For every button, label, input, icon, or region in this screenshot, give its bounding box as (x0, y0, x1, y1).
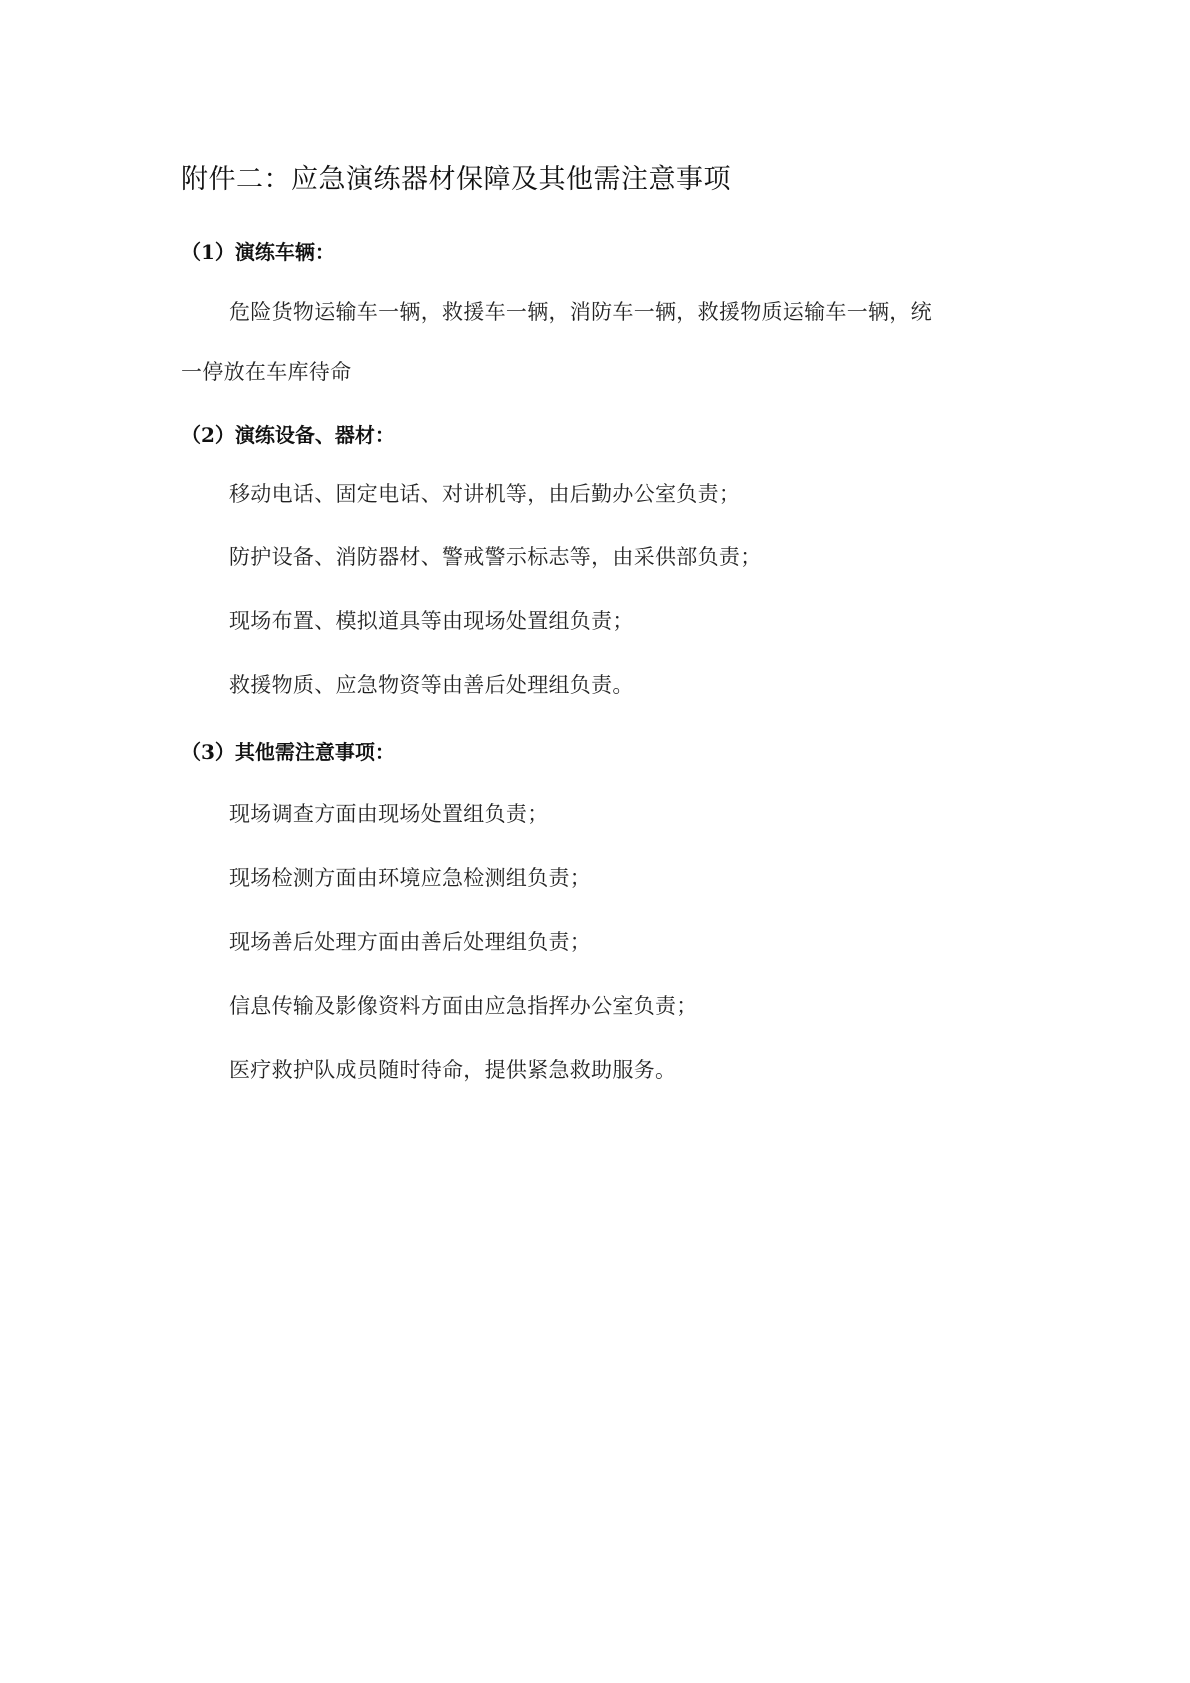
list-item: 防护设备、消防器材、警戒警示标志等，由采供部负责； (229, 545, 762, 569)
list-item: 移动电话、固定电话、对讲机等，由后勤办公室负责； (229, 482, 741, 506)
list-item: 现场检测方面由环境应急检测组负责； (229, 866, 592, 890)
section-heading-vehicles: （1）演练车辆： (181, 240, 335, 264)
list-item: 医疗救护队成员随时待命，提供紧急救助服务。 (229, 1058, 677, 1082)
list-item: 救援物质、应急物资等由善后处理组负责。 (229, 673, 634, 697)
paragraph-line: 一停放在车库待命 (181, 360, 352, 384)
section-heading-other-notes: （3）其他需注意事项： (181, 740, 395, 764)
list-item: 现场布置、模拟道具等由现场处置组负责； (229, 609, 634, 633)
section-heading-equipment: （2）演练设备、器材： (181, 423, 395, 447)
list-item: 信息传输及影像资料方面由应急指挥办公室负责； (229, 994, 698, 1018)
paragraph-line: 危险货物运输车一辆，救援车一辆，消防车一辆，救援物质运输车一辆，统 (229, 300, 932, 324)
list-item: 现场调查方面由现场处置组负责； (229, 802, 549, 826)
list-item: 现场善后处理方面由善后处理组负责； (229, 930, 592, 954)
document-title: 附件二：应急演练器材保障及其他需注意事项 (181, 164, 731, 195)
